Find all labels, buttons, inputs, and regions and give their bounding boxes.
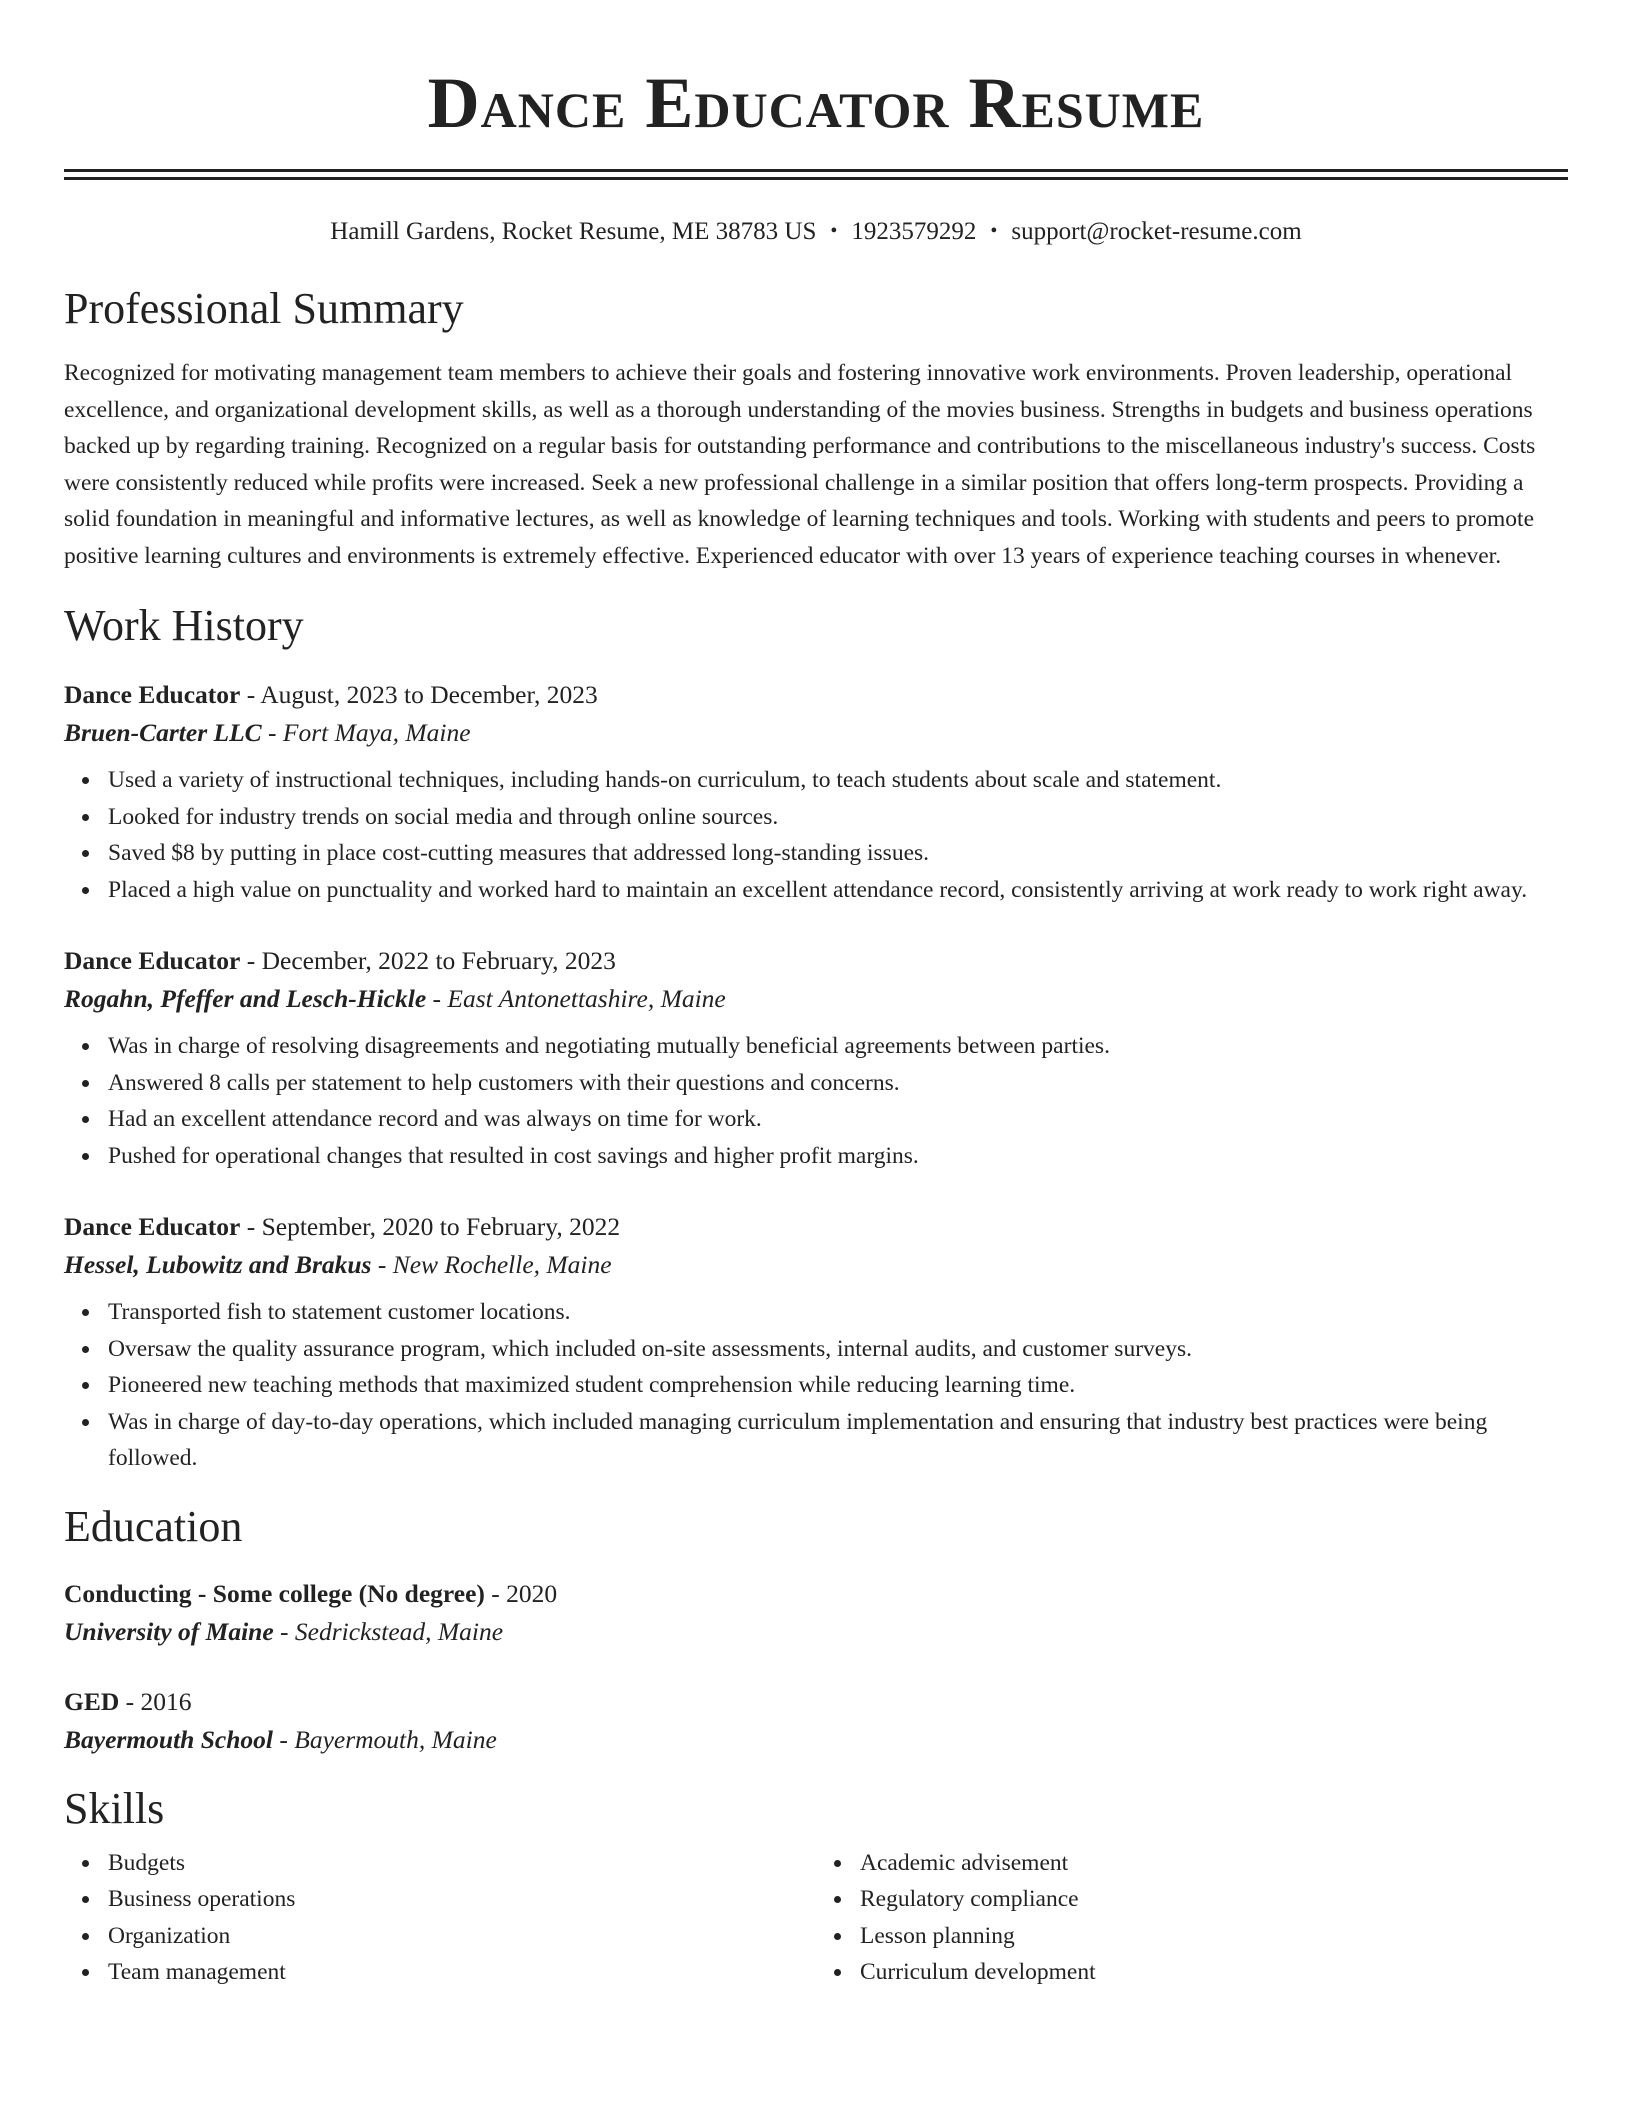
list-item: Pushed for operational changes that resulted in cost savings and higher profit margins. [108,1138,1568,1175]
skill-item: Team management [108,1954,816,1991]
education-location: - Sedrickstead, Maine [273,1616,504,1646]
job-location: - Fort Maya, Maine [261,718,471,747]
list-item: Oversaw the quality assurance program, which included on-site assessments, internal audits, and customer surveys. [108,1331,1568,1368]
page-title: Dance Educator Resume [427,63,1205,143]
skills-list-left [64,1845,816,1991]
job-location: - East Antonettashire, Maine [426,984,726,1013]
contact-email: support@rocket-resume.com [1011,218,1302,245]
education-degree-line [64,1683,1568,1721]
skills-heading: Skills [64,1783,165,1833]
list-item: Was in charge of day-to-day operations, which included managing curriculum implementation and ensuring that industry best practices were being followed. [108,1404,1568,1477]
education-degree-line [64,1575,1568,1613]
education-degree: Conducting - Some college (No degree) [64,1578,485,1608]
list-item: Placed a high value on punctuality and worked hard to maintain an excellent attendance record, consistently arriving at work ready to work right away. [108,872,1568,909]
job-company: Hessel, Lubowitz and Brakus [64,1250,372,1279]
skill-item: Organization [108,1918,816,1955]
job-location: - New Rochelle, Maine [371,1250,612,1279]
contact-phone: 1923579292 [851,218,977,245]
job-role-line [64,942,1568,980]
work-history-heading: Work History [64,601,304,650]
education-entry [64,1683,1568,1759]
job-dates: - August, 2023 to December, 2023 [240,680,598,709]
skill-item: Curriculum development [860,1954,1568,1991]
list-item: Pioneered new teaching methods that maximized student comprehension while reducing learning time. [108,1367,1568,1404]
job-company: Rogahn, Pfeffer and Lesch-Hickle [64,984,427,1013]
education-heading: Education [64,1501,243,1551]
job-dates: - December, 2022 to February, 2023 [240,946,616,975]
job-entry [64,676,1568,908]
job-role-line [64,1208,1568,1246]
education-school: University of Maine [64,1616,274,1646]
list-item: Looked for industry trends on social media and through online sources. [108,799,1568,836]
job-company-line [64,714,1568,752]
skill-item: Budgets [108,1845,816,1882]
job-company: Bruen-Carter LLC [64,718,262,747]
job-bullets [64,1028,1568,1174]
contact-address: Hamill Gardens, Rocket Resume, ME 38783 US [330,218,817,245]
title-divider-bottom [64,177,1568,180]
skill-item: Academic advisement [860,1845,1568,1882]
job-title: Dance Educator [64,1212,241,1241]
summary-heading: Professional Summary [64,284,464,333]
title-divider-top [64,169,1568,172]
education-degree: GED [64,1686,120,1716]
job-entry [64,942,1568,1174]
education-entry [64,1575,1568,1651]
contact-line [64,216,1568,247]
job-company-line [64,980,1568,1018]
skill-item: Lesson planning [860,1918,1568,1955]
list-item: Had an excellent attendance record and was always on time for work. [108,1101,1568,1138]
education-school-line [64,1613,1568,1651]
education-year: - 2016 [119,1686,192,1716]
contact-separator: • [830,220,838,242]
job-role-line [64,676,1568,714]
education-school: Bayermouth School [64,1724,273,1754]
skill-item: Business operations [108,1881,816,1918]
summary-text: Recognized for motivating management team members to achieve their goals and fostering innovative work environments. Proven leadership, operational excellence, and organizational development skills, as well as a thorough understanding of the movies business. Strengths in budgets and business operations backed up by regarding training. Recognized on a regular basis for outstanding performance and contributions to the miscellaneous industry's success. Costs were consistently reduced while profits were increased. Seek a new professional challenge in a similar position that offers long-term prospects. Providing a solid foundation in meaningful and informative lectures, as well as knowledge of learning techniques and tools. Working with students and peers to promote positive learning cultures and environments is extremely effective. Experienced educator with over 13 years of experience teaching courses in whenever. [64,360,1536,569]
job-entry [64,1208,1568,1477]
education-location: - Bayermouth, Maine [273,1724,497,1754]
skill-item: Regulatory compliance [860,1881,1568,1918]
list-item: Was in charge of resolving disagreements and negotiating mutually beneficial agreements between parties. [108,1028,1568,1065]
list-item: Answered 8 calls per statement to help customers with their questions and concerns. [108,1065,1568,1102]
list-item: Transported fish to statement customer locations. [108,1294,1568,1331]
job-title: Dance Educator [64,946,241,975]
job-title: Dance Educator [64,680,241,709]
list-item: Used a variety of instructional techniques, including hands-on curriculum, to teach students about scale and statement. [108,762,1568,799]
education-year: - 2020 [484,1578,558,1608]
skills-list-right [816,1845,1568,1991]
skills-columns [64,1845,1568,1991]
job-dates: - September, 2020 to February, 2022 [240,1212,621,1241]
education-school-line [64,1721,1568,1759]
job-company-line [64,1246,1568,1284]
contact-separator: • [990,220,998,242]
job-bullets [64,762,1568,908]
list-item: Saved $8 by putting in place cost-cutting measures that addressed long-standing issues. [108,835,1568,872]
job-bullets [64,1294,1568,1477]
